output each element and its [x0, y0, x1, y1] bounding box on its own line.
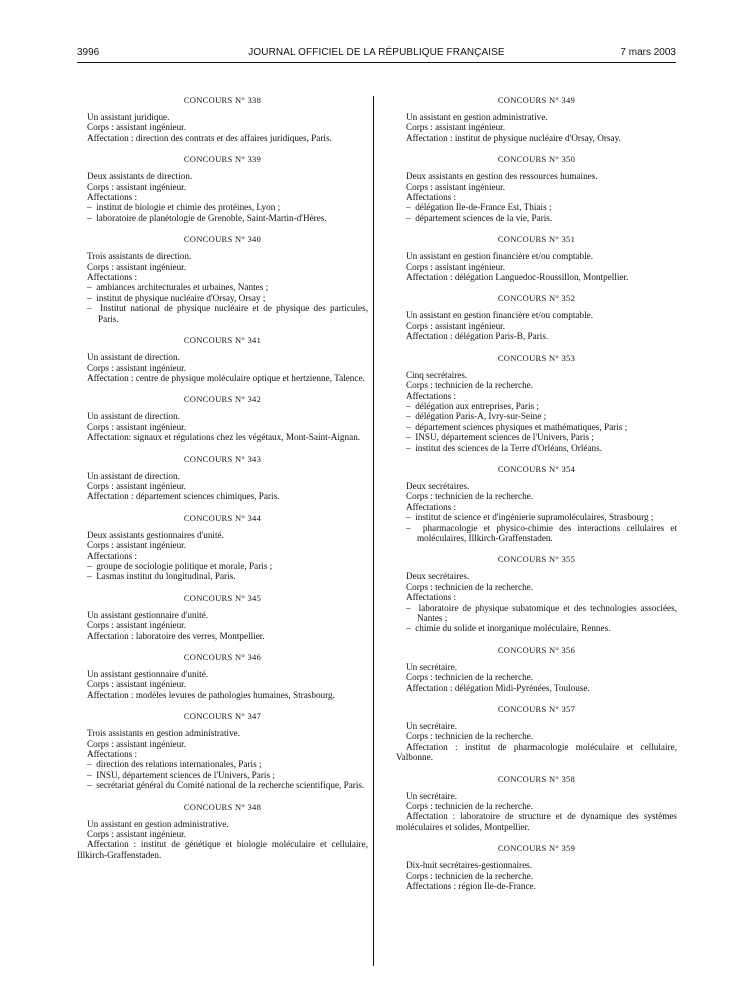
concours-title: CONCOURS N° 346 [183, 652, 262, 662]
concours-line: Corps : technicien de la recherche. [406, 870, 534, 881]
concours-line: Deux assistants de direction. [87, 171, 193, 182]
concours-line: Corps : assistant ingénieur. [87, 122, 187, 133]
affectations-list [77, 282, 368, 324]
concours-entry [77, 711, 368, 790]
concours-line: Corps : assistant ingénieur. [87, 738, 187, 749]
concours-line: Corps : technicien de la recherche. [406, 672, 534, 683]
concours-line: Affectation : institut de génétique et biologie moléculaire et cellulaire, Illkirch-Graffenstaden. [77, 839, 368, 860]
concours-entry [396, 774, 677, 833]
affectation-item: – INSU, département sciences de l'Univers, Paris ; [396, 432, 677, 442]
concours-line: Un assistant en gestion financière et/ou comptable. [406, 310, 594, 321]
concours-title: CONCOURS N° 357 [497, 704, 576, 715]
affectations-list [77, 759, 368, 790]
concours-line: Affectation : institut de physique nucléaire d'Orsay, Orsay. [406, 132, 621, 143]
concours-line: Affectations : [87, 272, 138, 283]
concours-line: Un assistant de direction. [87, 470, 180, 481]
issue-date: 7 mars 2003 [620, 47, 676, 58]
page-number: 3996 [77, 47, 100, 58]
concours-line: Un assistant en gestion administrative. [87, 818, 229, 829]
affectations-list [396, 603, 677, 634]
concours-title: CONCOURS N° 342 [183, 394, 262, 405]
concours-title: CONCOURS N° 339 [183, 154, 262, 165]
journal-title: JOURNAL OFFICIEL DE LA RÉPUBLIQUE FRANÇAISE [248, 47, 505, 58]
concours-line: Un assistant en gestion administrative. [406, 112, 548, 122]
concours-title: CONCOURS N° 352 [497, 293, 576, 304]
concours-entry [77, 513, 368, 582]
affectation-item: – délégation Ile-de-France Est, Thiais ; [396, 202, 677, 212]
concours-title: CONCOURS N° 359 [497, 843, 576, 854]
concours-title: CONCOURS N° 354 [497, 463, 576, 474]
concours-entry [77, 335, 368, 383]
concours-line: Corps : assistant ingénieur. [87, 362, 187, 373]
concours-line: Un secrétaire. [406, 721, 458, 732]
concours-entry [396, 554, 677, 633]
concours-line: Affectations : [87, 749, 138, 760]
affectations-list [396, 401, 677, 453]
header-rule [77, 62, 676, 63]
concours-title: CONCOURS N° 340 [183, 234, 262, 245]
affectation-item: – ambiances architecturales et urbaines, Nantes ; [77, 282, 368, 292]
affectations-list [396, 512, 677, 543]
concours-line: Affectations : [406, 390, 457, 401]
concours-line: Dix-huit secrétaires-gestionnaires. [406, 860, 533, 871]
affectation-item: – groupe de sociologie politique et morale, Paris ; [77, 561, 368, 571]
concours-entry [396, 234, 677, 282]
concours-line: Deux assistants en gestion des ressources humaines. [406, 171, 598, 182]
concours-line: Un assistant en gestion financière et/ou comptable. [406, 251, 594, 262]
affectation-item: – institut des sciences de la Terre d'Orléans, Orléans. [396, 443, 677, 453]
concours-line: Affectation : laboratoire de structure et de dynamique des systèmes moléculaires et solides, Montpellier. [396, 811, 677, 832]
concours-title: CONCOURS N° 349 [497, 95, 576, 105]
affectation-item: – institut de biologie et chimie des protéines, Lyon ; [77, 202, 368, 212]
concours-entry [396, 645, 677, 693]
right-column [396, 95, 677, 892]
affectation-item: – laboratoire de physique subatomique et des technologies associées, Nantes ; [396, 603, 677, 624]
concours-line: Affectation : centre de physique moléculaire optique et hertzienne, Talence. [87, 372, 365, 383]
concours-line: Corps : technicien de la recherche. [406, 801, 534, 812]
concours-line: Affectations : [87, 192, 138, 203]
affectation-item: – Lasmas institut du longitudinal, Paris. [77, 571, 368, 581]
affectation-item: – pharmacologie et physico-chimie des interactions cellulaires et moléculaires, Illkirch-Graffenstaden. [396, 523, 677, 544]
concours-line: Un assistant de direction. [87, 352, 180, 363]
concours-title: CONCOURS N° 341 [183, 335, 262, 346]
affectations-list [77, 202, 368, 223]
concours-entry [77, 802, 368, 861]
concours-title: CONCOURS N° 358 [497, 773, 576, 784]
concours-line: Affectation : institut de pharmacologie moléculaire et cellulaire, Valbonne. [396, 741, 677, 763]
affectation-item: – département sciences de la vie, Paris. [396, 213, 677, 223]
page-header [77, 47, 676, 61]
concours-title: CONCOURS N° 348 [183, 801, 262, 812]
affectations-list [396, 202, 677, 223]
concours-line: Affectation : département sciences chimiques, Paris. [87, 491, 280, 502]
concours-line: Corps : assistant ingénieur. [87, 261, 187, 272]
affectations-list [77, 561, 368, 582]
concours-title: CONCOURS N° 347 [183, 711, 262, 722]
concours-title: CONCOURS N° 338 [183, 95, 262, 105]
concours-entry [77, 95, 368, 143]
affectation-item: – laboratoire de planétologie de Grenoble, Saint-Martin-d'Hères. [77, 213, 368, 223]
concours-line: Corps : technicien de la recherche. [406, 491, 534, 502]
concours-line: Corps : technicien de la recherche. [406, 581, 534, 592]
affectation-item: – département sciences physiques et mathématiques, Paris ; [396, 422, 677, 432]
affectation-item: – direction des relations internationales, Paris ; [77, 759, 368, 769]
affectation-item: – chimie du solide et inorganique moléculaire, Rennes. [396, 623, 677, 633]
concours-entry [396, 353, 677, 453]
affectation-item: – délégation aux entreprises, Paris ; [396, 401, 677, 411]
concours-title: CONCOURS N° 345 [183, 592, 262, 603]
concours-line: Corps : technicien de la recherche. [406, 380, 534, 391]
concours-line: Affectation : délégation Paris-B, Paris. [406, 331, 549, 342]
affectation-item: – secrétariat général du Comité national de la recherche scientifique, Paris. [77, 780, 368, 790]
concours-line: Corps : assistant ingénieur. [406, 181, 506, 192]
concours-line: Deux secrétaires. [406, 571, 470, 582]
concours-line: Affectation : modèles levures de pathologies humaines, Strasbourg. [87, 689, 335, 700]
concours-line: Cinq secrétaires. [406, 369, 468, 380]
concours-entry [77, 154, 368, 223]
concours-entry [77, 652, 368, 700]
concours-entry [396, 154, 677, 223]
concours-line: Affectations : [87, 550, 138, 561]
concours-title: CONCOURS N° 350 [497, 154, 576, 165]
concours-line: Un assistant de direction. [87, 411, 180, 422]
concours-line: Affectations : [406, 592, 457, 603]
concours-line: Corps : assistant ingénieur. [87, 829, 187, 840]
concours-line: Un secrétaire. [406, 661, 458, 672]
concours-title: CONCOURS N° 356 [497, 644, 576, 655]
affectation-item: – délégation Paris-A, Ivry-sur-Seine ; [396, 411, 677, 421]
concours-entry [396, 704, 677, 763]
concours-line: Corps : assistant ingénieur. [406, 320, 506, 331]
concours-line: Trois assistants de direction. [87, 251, 192, 262]
concours-entry [77, 234, 368, 324]
concours-line: Un secrétaire. [406, 790, 458, 801]
concours-line: Deux secrétaires. [406, 480, 470, 491]
concours-entry [77, 394, 368, 442]
concours-title: CONCOURS N° 353 [497, 352, 576, 363]
concours-line: Un assistant gestionnaire d'unité. [87, 669, 209, 679]
concours-line: Affectation: signaux et régulations chez les végétaux, Mont-Saint-Aignan. [87, 432, 361, 443]
concours-line: Affectation : laboratoire des verres, Montpellier. [87, 630, 265, 641]
concours-entry [396, 95, 677, 143]
concours-entry [396, 464, 677, 543]
concours-line: Corps : assistant ingénieur. [406, 122, 506, 133]
concours-line: Corps : assistant ingénieur. [87, 421, 187, 432]
concours-line: Corps : assistant ingénieur. [87, 620, 187, 631]
concours-entry [77, 454, 368, 502]
concours-title: CONCOURS N° 351 [497, 234, 576, 245]
concours-line: Corps : assistant ingénieur. [87, 679, 187, 690]
affectation-item: – institut de physique nucléaire d'Orsay, Orsay ; [77, 293, 368, 303]
concours-title: CONCOURS N° 344 [183, 512, 262, 523]
affectation-item: – INSU, département sciences de l'Univers, Paris ; [77, 770, 368, 780]
concours-line: Corps : assistant ingénieur. [87, 540, 187, 551]
concours-line: Corps : assistant ingénieur. [406, 261, 506, 272]
concours-line: Affectations : région Ile-de-France. [406, 881, 536, 892]
concours-entry [77, 593, 368, 641]
concours-line: Affectations : [406, 192, 457, 203]
concours-entry [396, 293, 677, 341]
concours-line: Trois assistants en gestion administrative. [87, 728, 241, 739]
concours-line: Affectation : délégation Midi-Pyrénées, Toulouse. [406, 682, 590, 693]
concours-line: Un assistant gestionnaire d'unité. [87, 609, 209, 620]
concours-line: Corps : assistant ingénieur. [87, 480, 187, 491]
concours-line: Un assistant juridique. [87, 112, 170, 122]
column-divider [373, 96, 374, 966]
concours-title: CONCOURS N° 343 [183, 453, 262, 464]
concours-line: Corps : technicien de la recherche. [406, 731, 534, 742]
left-column [77, 95, 368, 860]
affectation-item: – institut de science et d'ingénierie supramoléculaires, Strasbourg ; [396, 512, 677, 522]
concours-line: Corps : assistant ingénieur. [87, 181, 187, 192]
concours-line: Deux assistants gestionnaires d'unité. [87, 529, 224, 540]
affectation-item: – Institut national de physique nucléaire et de physique des particules, Paris. [77, 303, 368, 324]
concours-line: Affectation : direction des contrats et des affaires juridiques, Paris. [87, 132, 332, 143]
concours-line: Affectations : [406, 501, 457, 512]
concours-line: Affectation : délégation Languedoc-Roussillon, Montpellier. [406, 272, 629, 283]
concours-title: CONCOURS N° 355 [497, 554, 576, 565]
concours-entry [396, 843, 677, 891]
